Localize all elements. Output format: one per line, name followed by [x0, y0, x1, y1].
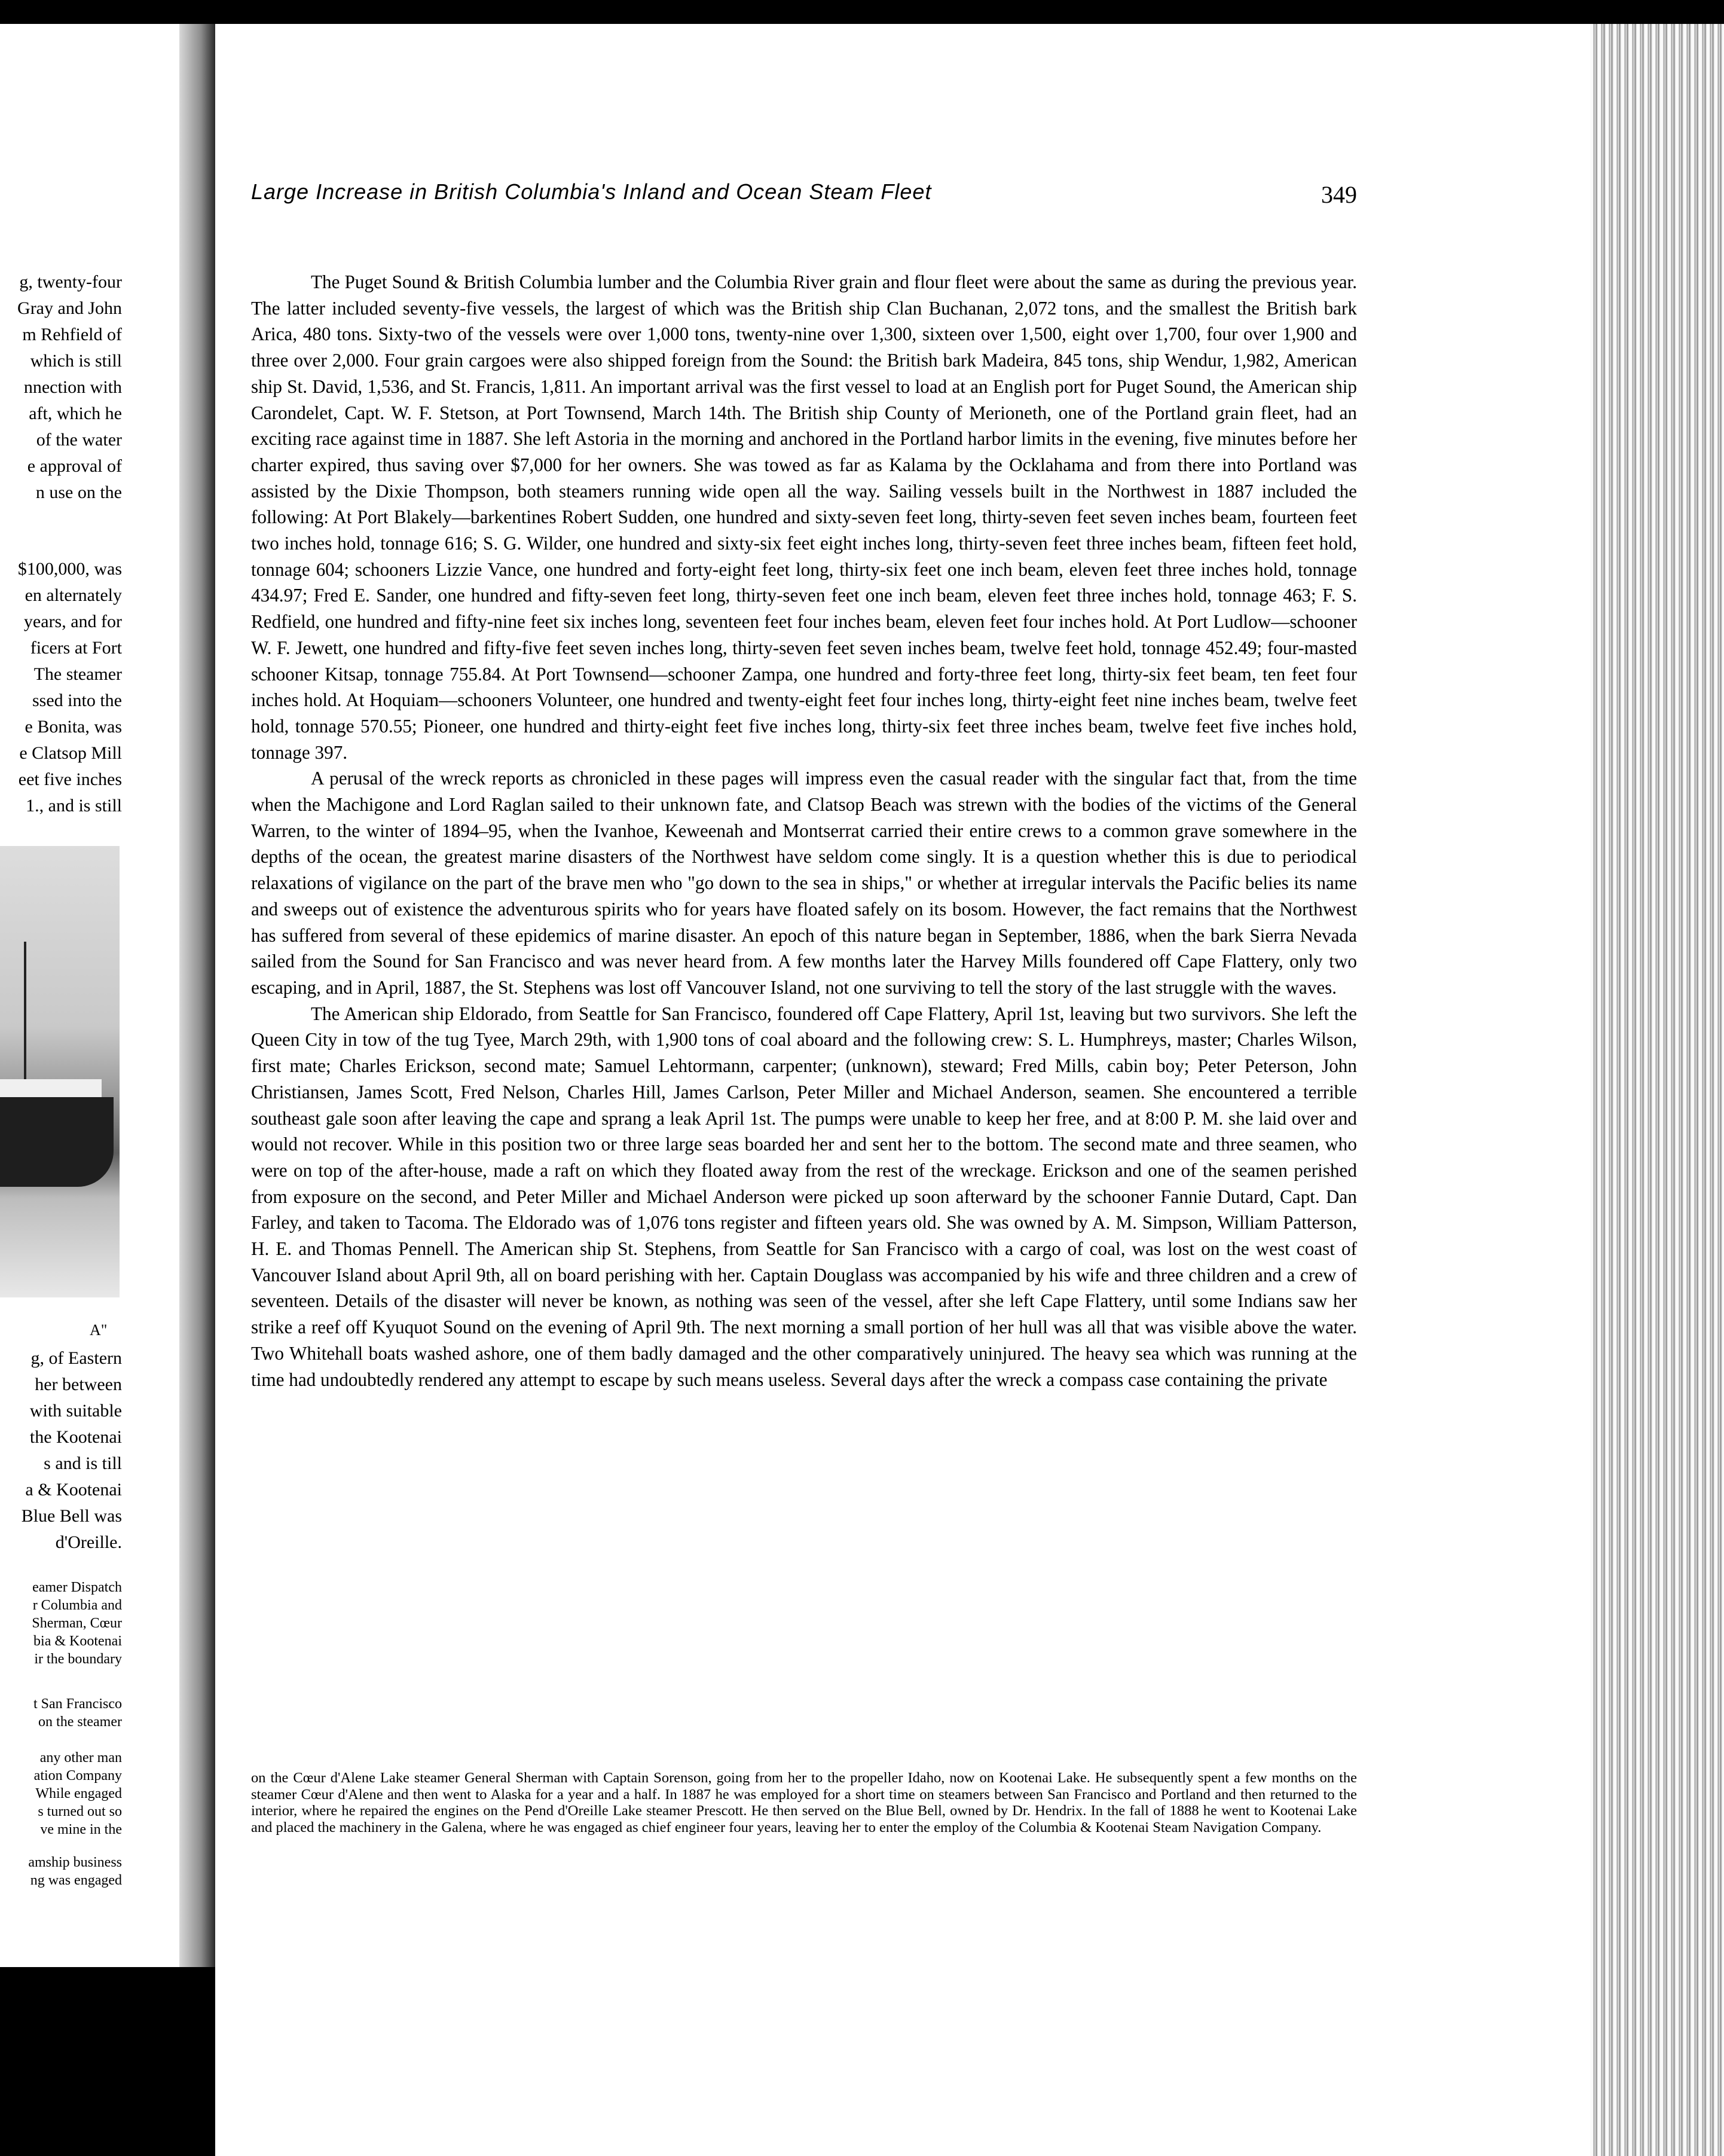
photo-caption-fragment: A"	[90, 1321, 108, 1339]
left-text-block-3	[0, 1345, 122, 1556]
left-line: e Clatsop Mill	[19, 743, 122, 763]
left-line: $100,000, was	[17, 559, 122, 579]
paragraph: The American ship Eldorado, from Seattle for San Francisco, foundered off Cape Flattery, April 1st, leaving but two survivors. She left the Queen City in tow of the tug Tyee, March 29th, with 1,900 tons of coal aboard and the following crew: S. L. Humphreys, master; Charles Wilson, first mate; Charles Erickson, second mate; Samuel Lehtormann, carpenter; (unknown), steward; Fred Mills, cabin boy; Peter Peterson, John Christiansen, James Scott, Fred Nelson, Charles Hill, James Carlson, Peter Miller and Michael Anderson, seamen. She encountered a terrible southeast gale soon after leaving the cape and sprang a leak April 1st. The pumps were unable to keep her free, and at 8:00 P. M. she laid over and would not recover. While in this position two or three large seas boarded her and sent her to the bottom. The second mate and three seamen, who were on top of the after-house, made a raft on which they floated away from the rest of the wreckage. Erickson and one of the seamen perished from exposure on the second, and Peter Miller and Michael Anderson were picked up soon afterward by the schooner Fannie Dutard, Capt. Dan Farley, and taken to Tacoma. The Eldorado was of 1,076 tons register and fifteen years old. She was owned by A. M. Simpson, William Patterson, H. E. and Thomas Pennell. The American ship St. Stephens, from Seattle for San Francisco with a cargo of coal, was lost on the west coast of Vancouver Island about April 9th, all on board perishing with her. Captain Douglass was accompanied by his wife and three children and a crew of seventeen. Details of the disaster will never be known, as nothing was seen of the vessel, after she left Cape Flattery, until some Indians saw her strike a reef off Kyuquot Sound on the evening of April 9th. The next morning a small portion of her hull was all that was visible above the water. Two Whitehall boats washed ashore, one of them badly damaged and the other comparatively uninjured. The heavy sea which was running at the time had undoubtedly rendered any attempt to escape by such means useless. Several days after the wreck a compass case containing the private	[251, 1003, 1357, 1390]
mast-shape	[24, 942, 26, 1085]
left-line: eet five inches	[18, 769, 122, 789]
left-line: ve mine in the	[40, 1822, 122, 1837]
left-line: ir the boundary	[34, 1651, 122, 1667]
hull-shape	[0, 1097, 114, 1187]
left-line: s and is till	[44, 1453, 122, 1473]
left-line: eamer Dispatch	[32, 1580, 122, 1595]
page-edges	[1590, 24, 1724, 2156]
left-line: which is still	[30, 351, 122, 371]
left-line: years, and for	[23, 612, 122, 631]
left-line: e Bonita, was	[25, 717, 122, 737]
left-line: e approval of	[27, 456, 122, 476]
left-line: 1., and is still	[26, 796, 122, 816]
left-line: Blue Bell was	[21, 1506, 122, 1526]
left-line: aft, which he	[29, 404, 122, 423]
paragraph: The Puget Sound & British Columbia lumber and the Columbia River grain and flour fleet were about the same as during the previous year. The latter included seventy-five vessels, the largest of which was the British ship Clan Buchanan, 2,072 tons, and the smallest the British bark Arica, 480 tons. Sixty-two of the vessels were over 1,000 tons, twenty-nine over 1,300, sixteen over 1,500, eight over 1,700, four over 1,900 and three over 2,000. Four grain cargoes were also shipped foreign from the Sound: the British bark Madeira, 845 tons, ship Wendur, 1,982, American ship St. David, 1,536, and St. Francis, 1,811. An important arrival was the first vessel to load at an English port for Puget Sound, the American ship Carondelet, Capt. W. F. Stetson, at Port Townsend, March 14th. The British ship County of Merioneth, one of the Portland grain fleet, had an exciting race against time in 1887. She left Astoria in the morning and anchored in the Portland harbor limits in the evening, five minutes before her charter expired, thus saving over $7,000 for her owners. She was towed as far as Kalama by the Ocklahama and from there into Portland was assisted by the Dixie Thompson, both steamers running wide open all the way. Sailing vessels built in the Northwest in 1887 included the following: At Port Blakely—barkentines Robert Sudden, one hundred and sixty-seven feet long, thirty-seven feet seven inches beam, fourteen feet two inches hold, tonnage 616; S. G. Wilder, one hundred and sixty-six feet eight inches long, thirty-seven feet three inches beam, fifteen feet hold, tonnage 604; schooners Lizzie Vance, one hundred and forty-eight feet long, thirty-six feet one inch beam, eleven feet three inches hold, tonnage 434.97; Fred E. Sander, one hundred and fifty-seven feet long, thirty-seven feet one inch beam, eleven feet three inches hold, tonnage 463; F. S. Redfield, one hundred and fifty-nine feet six inches long, seventeen feet four inches beam, eleven feet four inches hold. At Port Ludlow—schooner W. F. Jewett, one hundred and fifty-five feet seven inches long, thirty-seven feet seven inches beam, twelve feet hold, tonnage 452.49; four-masted schooner Kitsap, tonnage 755.84. At Port Townsend—schooner Zampa, one hundred and forty-three feet long, thirty-six feet beam, ten feet four inches hold. At Hoquiam—schooners Volunteer, one hundred and twenty-eight feet four inches long, thirty-eight feet nine inches beam, twelve feet hold, tonnage 570.55; Pioneer, one hundred and thirty-eight feet five inches long, thirty-six feet three inches beam, twelve feet five inches hold, tonnage 397.	[251, 271, 1357, 763]
footnote	[251, 1770, 1357, 1836]
left-line: a & Kootenai	[25, 1480, 122, 1500]
body-text	[251, 269, 1357, 1392]
left-line: t San Francisco	[33, 1696, 122, 1712]
left-line: g, twenty-four	[19, 272, 122, 292]
steamer-photograph	[0, 846, 120, 1297]
left-line: n use on the	[35, 482, 122, 502]
left-line: Sherman, Cœur	[32, 1616, 122, 1631]
left-line: m Rehfield of	[22, 325, 122, 344]
page-header	[251, 179, 1357, 215]
left-line: The steamer	[33, 664, 122, 684]
left-footnote-block-1	[0, 1578, 122, 1668]
left-line: r Columbia and	[32, 1598, 122, 1613]
left-line: amship business	[28, 1855, 122, 1870]
left-line: ssed into the	[32, 691, 122, 710]
left-text-block-2	[0, 556, 122, 819]
left-text-block-1	[0, 269, 122, 506]
left-line: While engaged	[35, 1786, 122, 1801]
left-line: nnection with	[23, 377, 122, 397]
left-line: the Kootenai	[29, 1427, 122, 1447]
footnote-text: on the Cœur d'Alene Lake steamer General Sherman with Captain Sorenson, going from her to the propeller Idaho, now on Kootenai Lake. He subsequently spent a few months on the steamer Cœur d'Alene and then went to Alaska for a year and a half. In 1887 he was employed for a short time on steamers between San Francisco and Portland and then returned to the interior, where he repaired the engines on the Pend d'Oreille Lake steamer Prescott. He then served on the Blue Bell, owned by Dr. Hendrix. In the fall of 1888 he went to Kootenai Lake and placed the machinery in the Galena, where he was engaged as chief engineer four years, leaving her to enter the employ of the Columbia & Kootenai Steam Navigation Company.	[251, 1770, 1357, 1836]
left-line: with suitable	[29, 1401, 122, 1421]
left-line: ation Company	[33, 1768, 122, 1784]
left-footnote-block-3	[0, 1749, 122, 1839]
left-line: ficers at Fort	[30, 638, 122, 658]
left-footnote-block-2	[0, 1695, 122, 1731]
paragraph: A perusal of the wreck reports as chronicled in these pages will impress even the casual reader with the singular fact that, from the time when the Machigone and Lord Raglan sailed to their unknown fate, and Clatsop Beach was strewn with the bodies of the victims of the General Warren, to the winter of 1894–95, when the Ivanhoe, Keweenah and Montserrat carried their entire crews to a common grave somewhere in the depths of the ocean, the greatest marine disasters of the Northwest have seldom come singly. It is a question whether this is due to periodical relaxations of vigilance on the part of the brave men who "go down to the sea in ships," or whether at irregular intervals the Pacific belies its name and sweeps out of existence the adventurous spirits who for years have floated safely on its bosom. However, the fact remains that the Northwest has suffered from several of these epidemics of marine disaster. An epoch of this nature began in September, 1886, when the bark Sierra Nevada sailed from the Sound for San Francisco and was never heard from. A few months later the Harvey Mills foundered off Cape Flattery, only two escaping, and in April, 1887, the St. Stephens was lost off Vancouver Island, not one surviving to tell the story of the last struggle with the waves.	[251, 768, 1357, 998]
left-line: her between	[35, 1375, 122, 1394]
left-line: en alternately	[25, 585, 122, 605]
left-line: of the water	[36, 430, 122, 450]
left-line: ng was engaged	[30, 1873, 122, 1888]
left-line: g, of Eastern	[30, 1348, 122, 1368]
left-line: s turned out so	[38, 1804, 122, 1819]
book-gutter	[179, 24, 215, 1967]
left-line: on the steamer	[38, 1714, 122, 1730]
running-head: Large Increase in British Columbia's Inland and Ocean Steam Fleet	[251, 179, 932, 204]
left-footnote-block-4	[0, 1853, 122, 1889]
facing-page-left	[0, 24, 179, 1967]
left-line: bia & Kootenai	[33, 1633, 122, 1649]
page-number: 349	[1321, 181, 1357, 208]
left-line: d'Oreille.	[55, 1532, 122, 1552]
left-line: Gray and John	[17, 298, 122, 318]
left-line: any other man	[39, 1750, 122, 1766]
